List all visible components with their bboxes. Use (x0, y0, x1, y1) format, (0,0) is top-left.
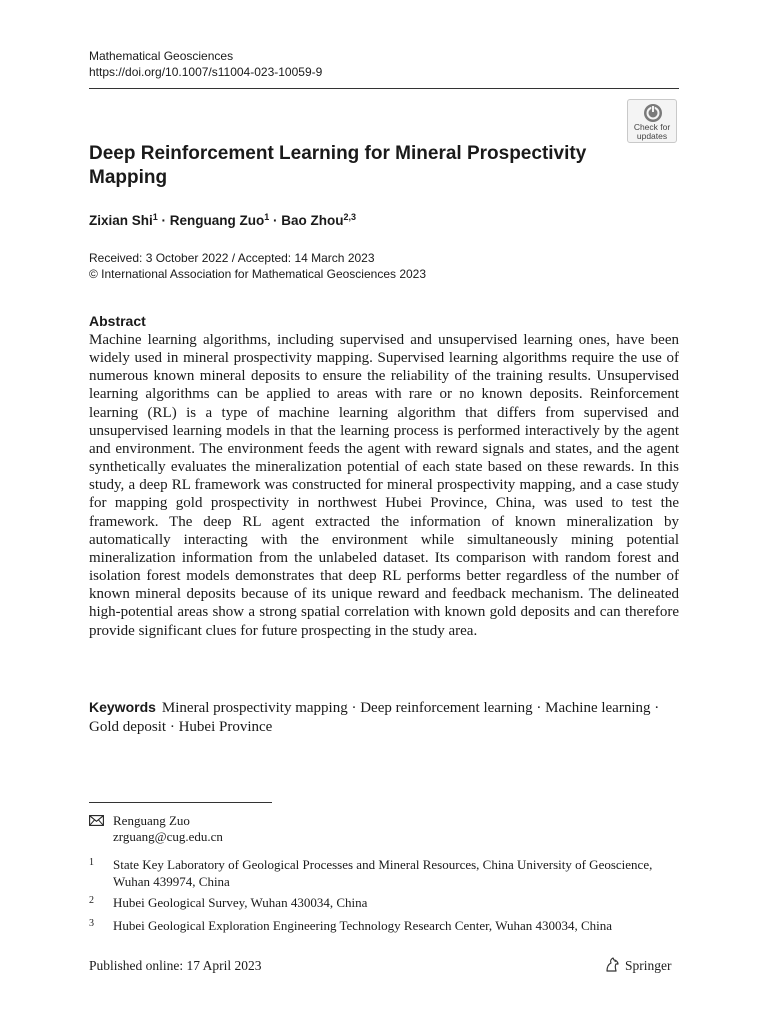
received-accepted: Received: 3 October 2022 / Accepted: 14 March 2023 (89, 251, 375, 265)
copyright-line: © International Association for Mathematical Geosciences 2023 (89, 267, 427, 281)
journal-name: Mathematical Geosciences (89, 49, 234, 63)
author-affil-ref: 1 (264, 212, 270, 222)
affiliation-text: Hubei Geological Exploration Engineering Technology Research Center, Wuhan 430034, China (113, 918, 613, 933)
badge-label-line2: updates (636, 131, 668, 141)
abstract-text: Machine learning algorithms, including supervised and unsupervised learning ones, have been widely used in mineral prospectivity mapping. Supervised learning algorithms require the use of numerous known mineral deposits to ensure the reliability of the training results. Unsupervised learning algorithms can be applied to areas with rare or no known deposits. Reinforcement learning (RL) is a type of machine learning algorithm that differs from supervised and unsupervised learning models in that the learning process is performed interactively by the agent and environment. The environment feeds the agent with reward signals and states, and the agent synthetically evaluates the mineralization potential of each state based on these rewards. In this study, a deep RL framework was constructed for mineral prospectivity mapping, and a case study for mapping gold prospectivity in northwest Hubei Province, China, was used to test the framework. The deep RL agent extracted the information of known mineralization by automatically interacting with the environment while simultaneously mining potential mineralization information from the unlabeled dataset. Its comparison with random forest and isolation forest models demonstrates that deep RL performs better regardless of the number of known mineral deposits because of its unique reward and feedback mechanism. The delineated high-potential areas show a strong spatial correlation with known gold deposits and can therefore provide significant clues for future prospecting in the study area. (89, 332, 679, 639)
publication-dates (89, 250, 426, 282)
corresponding-email[interactable]: zrguang@cug.edu.cn (113, 829, 223, 844)
badge-label-line1: Check for (633, 122, 671, 132)
keywords (89, 698, 679, 737)
author-list (89, 208, 356, 230)
published-online: Published online: 17 April 2023 (89, 958, 262, 973)
paper-title: Deep Reinforcement Learning for Mineral Prospectivity Mapping (89, 143, 587, 188)
author-name: Renguang Zuo (169, 213, 265, 228)
author-separator: · (269, 213, 282, 228)
affiliation-number: 2 (89, 895, 94, 906)
affiliation-number: 3 (89, 918, 94, 929)
abstract-heading: Abstract (89, 313, 146, 329)
publisher-name: Springer (625, 958, 672, 973)
author-affil-ref: 2,3 (343, 212, 357, 222)
author-affil-ref: 1 (152, 212, 158, 222)
keywords-text: Mineral prospectivity mapping · Deep reinforcement learning · Machine learning · Gold deposit · Hubei Province (89, 700, 660, 735)
footnote-divider (89, 802, 272, 803)
corresponding-author-name: Renguang Zuo (113, 813, 190, 828)
check-for-updates-badge[interactable] (627, 99, 677, 143)
keywords-label: Keywords (89, 699, 156, 715)
check-updates-icon (643, 103, 663, 123)
author-name: Zixian Shi (89, 213, 153, 228)
springer-horse-icon (604, 956, 621, 973)
header-divider (89, 88, 679, 89)
author-name: Bao Zhou (281, 213, 344, 228)
envelope-icon (89, 815, 104, 826)
affiliation-text: Hubei Geological Survey, Wuhan 430034, China (113, 895, 368, 910)
doi-link[interactable]: https://doi.org/10.1007/s11004-023-10059-9 (89, 65, 323, 79)
affiliation-number: 1 (89, 857, 94, 868)
journal-header (89, 48, 322, 80)
author-separator: · (157, 213, 170, 228)
affiliation-text: State Key Laboratory of Geological Processes and Mineral Resources, China University of Geoscience, Wuhan 439974, China (113, 857, 653, 889)
